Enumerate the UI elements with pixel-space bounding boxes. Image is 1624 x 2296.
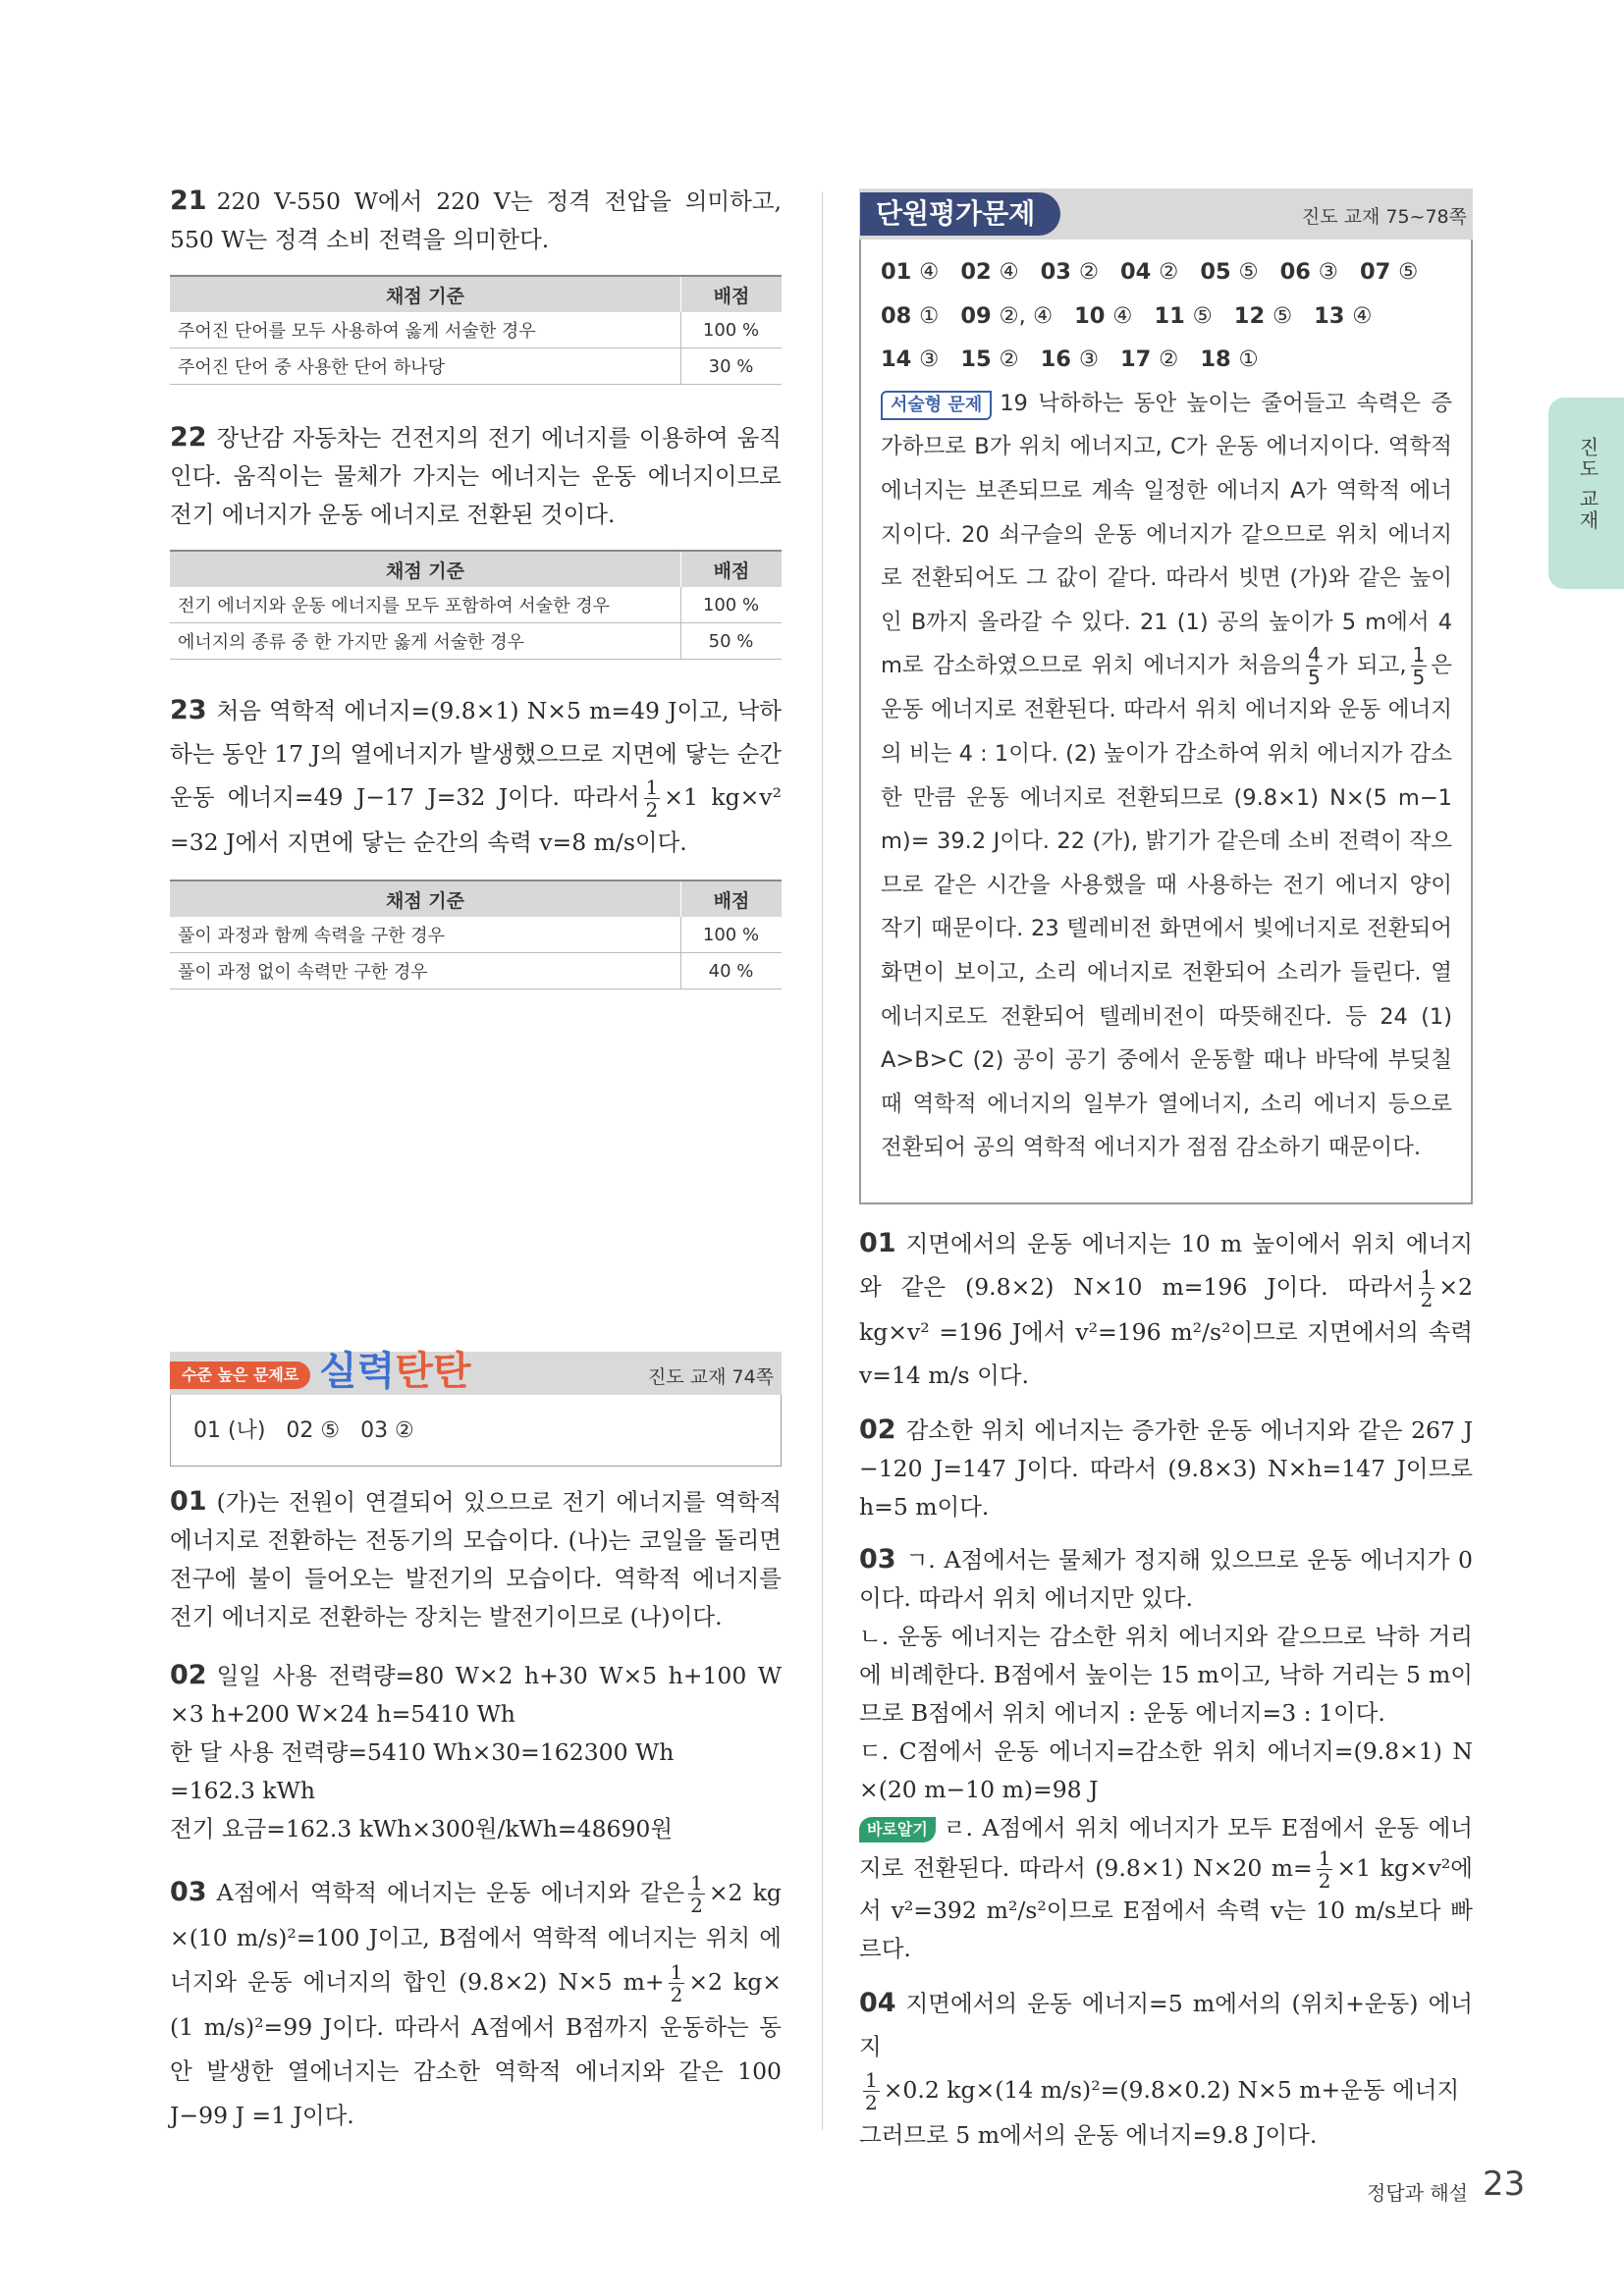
answer-23: [170, 689, 782, 864]
answer-key-choice: ④: [919, 259, 940, 285]
question-number: 03: [170, 1877, 207, 1907]
question-number: 02: [859, 1415, 896, 1445]
left-column: [170, 182, 782, 989]
answer-21: [170, 182, 782, 259]
rubric-header-points: 배점: [681, 276, 783, 312]
skill-answer-03: [170, 1870, 782, 2138]
rubric-cell: 50 %: [681, 623, 783, 660]
essay-answer-24: 24 (1) A>B>C (2) 공이 공기 중에서 운동할 때나 바닥에 부딪칠 때 역학적 에너지의 일부가 열에너지, 소리 에너지 등으로 전환되어 공의 역학적 에너지가 점점 감소하기 때문이다.: [881, 1003, 1453, 1161]
unit-reference: 진도 교재 75~78쪽: [1301, 206, 1467, 228]
fraction-denominator: 5: [1308, 666, 1321, 690]
unit-title: 단원평가문제: [860, 192, 1060, 236]
answer-key-item: [1234, 294, 1292, 339]
question-number: 22: [170, 422, 207, 453]
answer-text: ㄴ. 운동 에너지는 감소한 위치 에너지와 같으므로 낙하 거리에 비례한다. B점에서 높이는 15 m이고, 낙하 거리는 5 m이므로 B점에서 위치 에너지 : 운동 에너지=3 : 1이다.: [859, 1623, 1473, 1727]
answer-key-choice: ③: [919, 347, 940, 373]
answer-key-item: [881, 294, 939, 339]
answer-text: ×1 kg×v²에서 v²=392 m²/s²이므로 E점에서 속력 v는 10 m/s보다 빠르다.: [859, 1854, 1473, 1962]
fraction-numerator: 1: [1420, 1265, 1434, 1289]
answer-key-number: 16: [1040, 347, 1079, 373]
answer-key-number: 01: [881, 259, 920, 285]
answer-key-item: [1200, 338, 1258, 382]
question-number: 01: [170, 1486, 207, 1517]
fraction-denominator: 2: [865, 2091, 878, 2114]
fraction: [1411, 644, 1428, 688]
answer-key-item: [960, 294, 1053, 339]
side-tab-label: 진도 교재: [1576, 437, 1599, 532]
answer-key-choice: ②, ④: [999, 302, 1054, 329]
fraction-numerator: 1: [670, 1960, 683, 1984]
answer-key-item: [1314, 294, 1372, 339]
answer-text: ㄹ. A점에서 위치 에너지가 모두 E점에서 운동 에너지로 전환된다. 따라서 (9.8×1) N×20 m=: [859, 1814, 1473, 1882]
answer-key-number: 06: [1279, 259, 1319, 285]
answer-key-number: 18: [1200, 347, 1239, 373]
fraction: [669, 1961, 685, 2005]
right-explanations: [859, 1222, 1473, 2157]
fraction-numerator: 1: [690, 1871, 703, 1895]
answer-text: 지면에서의 운동 에너지=5 m에서의 (위치+운동) 에너지: [859, 1990, 1473, 2060]
page-number: 23: [1483, 2164, 1526, 2204]
rubric-header-points: 배점: [681, 881, 783, 917]
answer-key-item: [1074, 294, 1132, 339]
essay-answer-20: 20 쇠구슬의 운동 에너지가 같으므로 위치 에너지로 전환되어도 그 값이 같다. 따라서 빗면 (가)와 같은 높이인 B까지 올라갈 수 있다.: [881, 521, 1453, 635]
skill-title-part-b: 탄탄: [395, 1349, 471, 1394]
answer-text: 220 V-550 W에서 220 V는 정격 전압을 의미하고, 550 W는 정격 소비 전력을 의미한다.: [170, 187, 782, 253]
fraction: [1317, 1847, 1333, 1892]
answer-key-item: [1154, 294, 1212, 339]
answer-key-item: [960, 250, 1018, 294]
answer-key-number: 04: [1119, 259, 1160, 285]
rubric-table-21: [170, 275, 782, 385]
rubric-cell: 전기 에너지와 운동 에너지를 모두 포함하여 서술한 경우: [170, 587, 681, 623]
answer-text: 지면에서의 운동 에너지는 10 m 높이에서 위치 에너지와 같은 (9.8×2) N×10 m=196 J이다. 따라서: [859, 1230, 1473, 1301]
answer-key-item: [881, 250, 939, 294]
answer-text: ×0.2 kg×(14 m/s)²=(9.8×0.2) N×5 m+운동 에너지: [883, 2076, 1460, 2104]
fraction-denominator: 2: [1420, 1288, 1434, 1311]
rubric-table-23: [170, 880, 782, 989]
answer-key-number: 05: [1200, 259, 1239, 285]
answer-key-choice: ⑤: [1192, 302, 1213, 329]
skill-answers: 01 (나) 02 ⑤ 03 ②: [193, 1418, 414, 1443]
answer-text: ㄱ. A점에서는 물체가 정지해 있으므로 운동 에너지가 0이다. 따라서 위치 에너지만 있다.: [859, 1546, 1473, 1612]
essay-answer-23: 23 텔레비전 화면에서 빛에너지로 전환되어 화면이 보이고, 소리 에너지로 전환되어 소리가 들린다. 열에너지로도 전환되어 텔레비전이 따뜻해진다. 등: [881, 916, 1452, 1030]
answer-text: A점에서 역학적 에너지는 운동 에너지와 같은: [216, 1879, 685, 1906]
answer-text: 한 달 사용 전력량=5410 Wh×30=162300 Wh: [170, 1738, 675, 1766]
fraction-denominator: 2: [670, 1983, 683, 2006]
right-answer-03: [859, 1540, 1473, 1968]
essay-answer-19: 19 낙하하는 동안 높이는 줄어들고 속력은 증가하므로 B가 위치 에너지고, C가 운동 에너지이다. 역학적 에너지는 보존되므로 계속 일정한 에너지 A가 역학적 에너지이다.: [881, 390, 1452, 548]
essay-answer-21: 은 운동 에너지로 전환된다. 따라서 위치 에너지와 운동 에너지의 비는 4 : 1이다. (2) 높이가 감소하여 위치 에너지가 감소한 만큼 운동 에너지로 전환되므로 (9.8×1) N×(5 m−1 m)= 39.2 J이다.: [881, 653, 1452, 855]
essay-answers: [881, 382, 1452, 1170]
answer-key-number: 08: [881, 302, 920, 329]
answer-key-number: 07: [1359, 259, 1399, 285]
answer-key-choice: ④: [1112, 302, 1133, 329]
rubric-cell: 100 %: [681, 587, 783, 623]
essay-answer-21: 21 (1) 공의 높이가 5 m에서 4 m로 감소하였으므로 위치 에너지가 처음의: [881, 609, 1453, 679]
question-number: 03: [859, 1544, 896, 1575]
rubric-cell: 풀이 과정과 함께 속력을 구한 경우: [170, 917, 681, 953]
question-number: 01: [859, 1228, 896, 1258]
answer-key-number: 11: [1154, 302, 1193, 329]
rubric-header-criteria: 채점 기준: [170, 551, 681, 587]
skill-title: [319, 1347, 471, 1396]
quick-check-tag: 바로알기: [859, 1817, 936, 1842]
answer-text: =162.3 kWh: [170, 1777, 315, 1804]
rubric-header-criteria: 채점 기준: [170, 881, 681, 917]
rubric-cell: 30 %: [681, 348, 783, 385]
question-number: 02: [170, 1660, 207, 1690]
answer-text: ×1 kg×v² =32 J에서 지면에 닿는 순간의 속력 v=8 m/s이다.: [170, 783, 782, 856]
column-divider: [822, 191, 823, 2130]
answer-key-item: [1041, 338, 1099, 382]
answer-text: 그러므로 5 m에서의 운동 에너지=9.8 J이다.: [859, 2121, 1318, 2149]
fraction-denominator: 2: [690, 1894, 703, 1917]
footer-label: 정답과 해설: [1367, 2181, 1468, 2205]
answer-key-number: 15: [960, 347, 1000, 373]
answer-key-choice: ③: [1078, 347, 1099, 373]
fraction: [1306, 644, 1323, 688]
right-answer-02: [859, 1411, 1473, 1526]
answer-key-choice: ②: [999, 347, 1019, 373]
answer-22: [170, 418, 782, 534]
answer-key-number: 12: [1233, 302, 1272, 329]
answer-key-choice: ⑤: [1272, 302, 1293, 329]
right-answer-04: [859, 1982, 1473, 2157]
answer-key-number: 02: [960, 259, 1000, 285]
answer-key-choice: ④: [1352, 302, 1373, 329]
fraction-denominator: 2: [645, 798, 659, 822]
skill-pill-label: 수준 높은 문제로: [170, 1362, 310, 1389]
answer-key-item: [1041, 250, 1099, 294]
answer-text: 장난감 자동차는 건전지의 전기 에너지를 이용하여 움직인다. 움직이는 물체가 가지는 에너지는 운동 에너지이므로 전기 에너지가 운동 에너지로 전환된 것이다.: [170, 424, 782, 528]
essay-tag: 서술형 문제: [881, 391, 992, 420]
unit-body: [881, 250, 1452, 1170]
answer-key-item: [960, 338, 1018, 382]
answer-key-number: 17: [1119, 347, 1160, 373]
answer-key-choice: ③: [1318, 259, 1338, 285]
fraction: [863, 2069, 880, 2113]
answer-key-number: 14: [881, 347, 920, 373]
answer-key-item: [1120, 338, 1178, 382]
rubric-cell: 주어진 단어 중 사용한 단어 하나당: [170, 348, 681, 385]
rubric-cell: 에너지의 종류 중 한 가지만 옳게 서술한 경우: [170, 623, 681, 660]
fraction: [688, 1872, 705, 1916]
answer-key-choice: ②: [1078, 259, 1099, 285]
rubric-cell: 주어진 단어를 모두 사용하여 옳게 서술한 경우: [170, 312, 681, 348]
answer-key-choice: ①: [1238, 347, 1259, 373]
rubric-header-points: 배점: [681, 551, 783, 587]
rubric-table-22: [170, 550, 782, 660]
skill-answer-02: [170, 1656, 782, 1848]
answer-text: ×2 kg ×(10 m/s)²=100 J이고, B점에서 역학적 에너지는 위치 에너지와 운동 에너지의 합인 (9.8×2) N×5 m+: [170, 1879, 782, 1996]
rubric-cell: 풀이 과정 없이 속력만 구한 경우: [170, 953, 681, 989]
answer-text: ㄷ. C점에서 운동 에너지=감소한 위치 에너지=(9.8×1) N ×(20 m−10 m)=98 J: [859, 1737, 1473, 1803]
fraction: [1419, 1266, 1435, 1310]
rubric-cell: 100 %: [681, 917, 783, 953]
skill-answer-01: [170, 1482, 782, 1636]
answer-key-number: 10: [1074, 302, 1113, 329]
answer-key-number: 03: [1040, 259, 1079, 285]
fraction-numerator: 4: [1308, 643, 1321, 667]
answer-text: 전기 요금=162.3 kWh×300원/kWh=48690원: [170, 1815, 674, 1842]
answer-key-choice: ②: [1159, 347, 1179, 373]
essay-answer-21: 가 되고,: [1326, 653, 1407, 679]
skill-explanations: [170, 1482, 782, 2138]
question-number: 21: [170, 186, 207, 216]
answer-key-choice: ②: [1159, 259, 1179, 285]
fraction-denominator: 2: [1318, 1869, 1331, 1893]
answer-text: 일일 사용 전력량=80 W×2 h+30 W×5 h+100 W ×3 h+200 W×24 h=5410 Wh: [170, 1662, 782, 1728]
answer-key-choice: ⑤: [1238, 259, 1259, 285]
answer-key-item: [1360, 250, 1418, 294]
answer-text: ×2 kg× (1 m/s)²=99 J이다. 따라서 A점에서 B점까지 운동하는 동안 발생한 열에너지는 감소한 역학적 에너지와 같은 100 J−99 J =1 J이다.: [170, 1968, 783, 2129]
answer-key-item: [881, 338, 939, 382]
answer-key-list: [881, 250, 1452, 382]
answer-key-choice: ①: [919, 302, 940, 329]
answer-text: ×2 kg×v² =196 J에서 v²=196 m²/s²이므로 지면에서의 속력 v=14 m/s 이다.: [859, 1273, 1473, 1389]
right-answer-01: [859, 1222, 1473, 1397]
answer-key-choice: ④: [999, 259, 1019, 285]
question-number: 04: [859, 1988, 896, 2018]
answer-key-number: 13: [1314, 302, 1353, 329]
answer-key-number: 09: [960, 302, 1000, 329]
fraction-numerator: 1: [1412, 643, 1426, 667]
answer-text: (가)는 전원이 연결되어 있으므로 전기 에너지를 역학적 에너지로 전환하는 전동기의 모습이다. (나)는 코일을 돌리면 전구에 불이 들어오는 발전기의 모습이다. 역학적 에너지를 전기 에너지로 전환하는 장치는 발전기이므로 (나)이다.: [170, 1488, 782, 1630]
side-tab: [1548, 398, 1624, 589]
fraction-numerator: 1: [1318, 1846, 1331, 1870]
rubric-header-criteria: 채점 기준: [170, 276, 681, 312]
fraction-numerator: 1: [645, 775, 659, 799]
answer-text: 감소한 위치 에너지는 증가한 운동 에너지와 같은 267 J −120 J=147 J이다. 따라서 (9.8×3) N×h=147 J이므로 h=5 m이다.: [859, 1416, 1473, 1521]
essay-answer-22: 22 (가), 밝기가 같은데 소비 전력이 작으므로 같은 시간을 사용했을 때 사용하는 전기 에너지 양이 작기 때문이다.: [881, 828, 1453, 942]
answer-text: 처음 역학적 에너지=(9.8×1) N×5 m=49 J이고, 낙하하는 동안 17 J의 열에너지가 발생했으므로 지면에 닿는 순간 운동 에너지=49 J−17 J=32 J이다. 따라서: [170, 697, 782, 811]
answer-key-item: [1280, 250, 1338, 294]
question-number: 23: [170, 695, 207, 725]
answer-key-item: [1120, 250, 1178, 294]
fraction-numerator: 1: [865, 2068, 878, 2092]
answer-key-choice: ⑤: [1398, 259, 1419, 285]
fraction: [644, 776, 661, 821]
skill-title-part-a: 실력: [319, 1349, 396, 1394]
rubric-cell: 100 %: [681, 312, 783, 348]
skill-reference: 진도 교재 74쪽: [648, 1366, 775, 1388]
answer-key-item: [1200, 250, 1258, 294]
fraction-denominator: 5: [1412, 666, 1426, 690]
rubric-cell: 40 %: [681, 953, 783, 989]
